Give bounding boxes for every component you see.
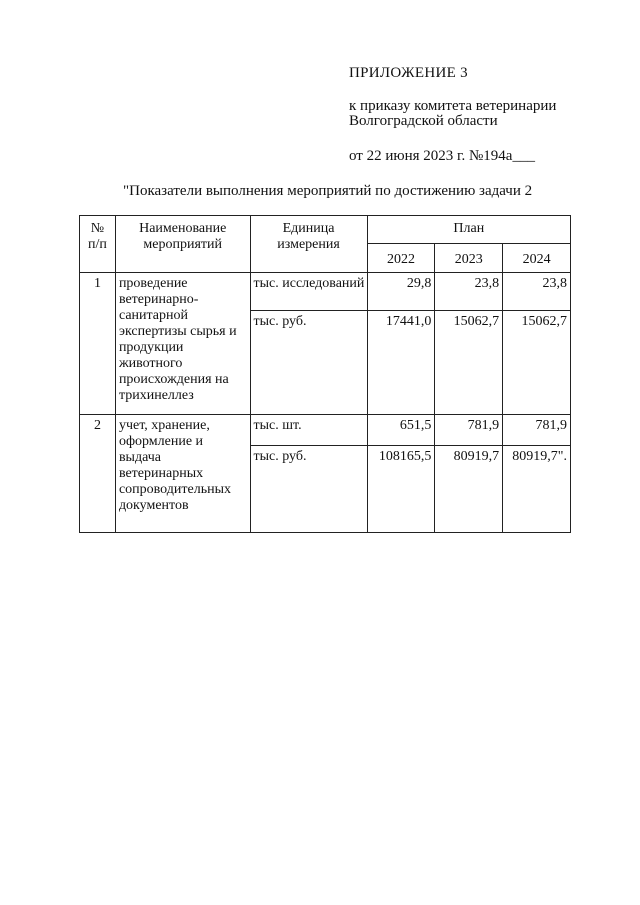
row-value-2024: 80919,7". (503, 446, 571, 533)
header-name-line1: Наименование (139, 221, 227, 236)
header-year-2023: 2023 (435, 244, 503, 273)
row-unit: тыс. исследований (250, 273, 367, 311)
document-title: "Показатели выполнения мероприятий по достижению задачи 2 (123, 183, 533, 199)
header-num-line2: п/п (88, 237, 107, 252)
header-plan: План (367, 216, 570, 244)
row-num: 1 (80, 273, 116, 415)
order-reference-line1: к приказу комитета ветеринарии (349, 98, 557, 114)
row-value-2024: 15062,7 (503, 311, 571, 415)
header-year-2022: 2022 (367, 244, 435, 273)
row-activity-name: учет, хранение, оформление и выдача ветеринарных сопроводительных документов (115, 415, 250, 533)
header-name-line2: мероприятий (143, 237, 223, 252)
row-value-2023: 781,9 (435, 415, 503, 446)
row-value-2022: 651,5 (367, 415, 435, 446)
row-num: 2 (80, 415, 116, 533)
header-name (115, 216, 250, 273)
row-activity-name: проведение ветеринарно-санитарной экспертизы сырья и продукции животного происхождения на трихинеллез (115, 273, 250, 415)
order-date: от 22 июня 2023 г. №194а___ (349, 148, 535, 164)
header-unit-line2: измерения (277, 237, 340, 252)
order-reference-line2: Волгоградской области (349, 113, 498, 129)
header-year-2024: 2024 (503, 244, 571, 273)
row-value-2024: 23,8 (503, 273, 571, 311)
appendix-header (349, 66, 629, 164)
row-value-2023: 15062,7 (435, 311, 503, 415)
table-row (80, 415, 571, 446)
header-num (80, 216, 116, 273)
row-value-2024: 781,9 (503, 415, 571, 446)
row-unit: тыс. шт. (250, 415, 367, 446)
table-row (80, 273, 571, 311)
indicators-table (79, 215, 571, 533)
row-unit: тыс. руб. (250, 311, 367, 415)
row-value-2022: 108165,5 (367, 446, 435, 533)
table-header-row (80, 216, 571, 244)
appendix-title: ПРИЛОЖЕНИЕ 3 (349, 65, 468, 81)
header-unit (250, 216, 367, 273)
row-value-2022: 29,8 (367, 273, 435, 311)
header-num-line1: № (90, 221, 105, 236)
row-value-2023: 23,8 (435, 273, 503, 311)
row-value-2023: 80919,7 (435, 446, 503, 533)
header-unit-line1: Единица (282, 221, 335, 236)
row-value-2022: 17441,0 (367, 311, 435, 415)
row-unit: тыс. руб. (250, 446, 367, 533)
